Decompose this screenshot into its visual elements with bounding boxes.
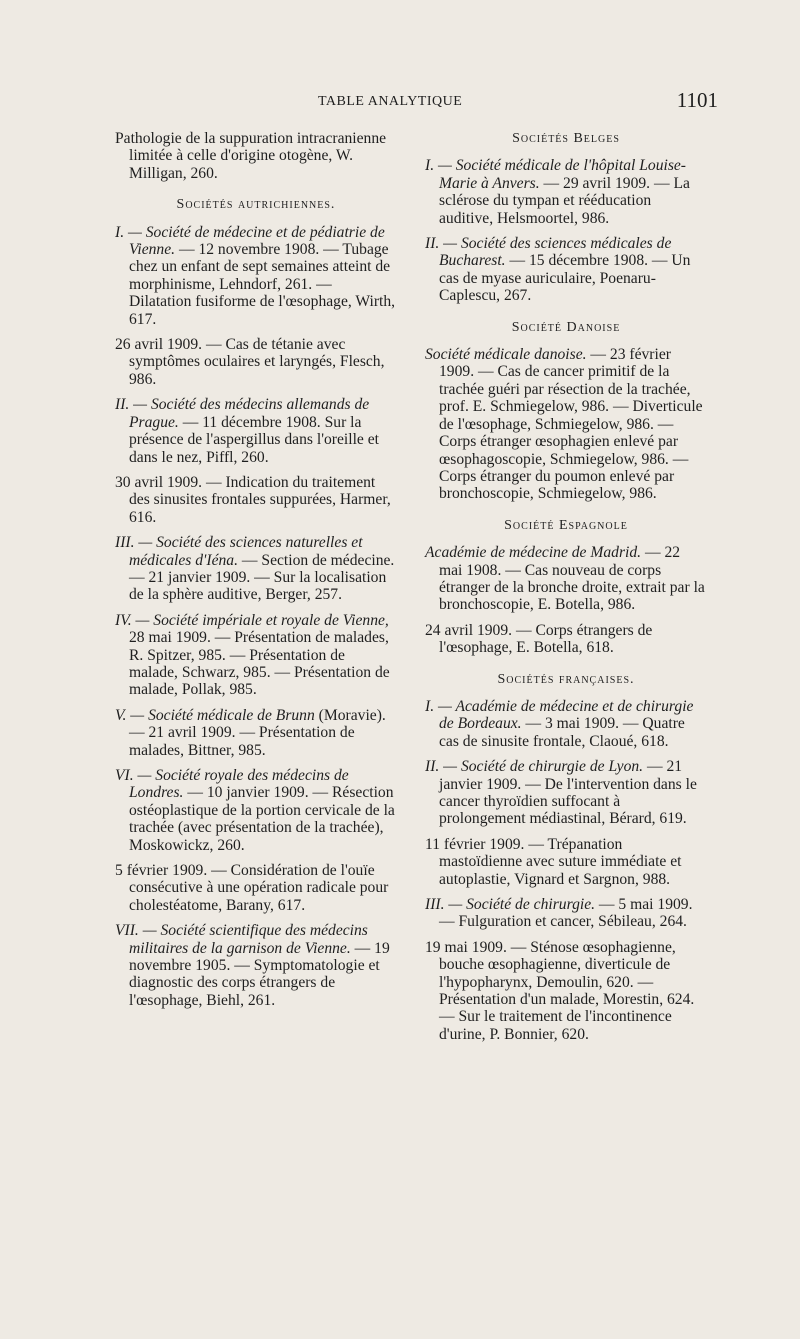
entry-text: — 5 mai 1909. — Fulguration et cancer, Sébileau, 264. — [439, 896, 693, 931]
index-entry — [115, 224, 397, 328]
society-name: Académie de médecine de Madrid. — [425, 544, 642, 562]
index-entry — [115, 707, 397, 759]
entry-text: — Section de médecine. — 21 janvier 1909. — Sur la localisation de la sphère auditive, Berger, 257. — [129, 551, 395, 604]
index-entry — [425, 758, 707, 828]
running-header — [0, 88, 800, 118]
index-entry — [425, 896, 707, 931]
index-entry: 26 avril 1909. — Cas de tétanie avec symptômes oculaires et laryngés, Flesch, 986. — [115, 336, 385, 388]
index-entry — [425, 698, 707, 750]
entry-text: — 15 décembre 1908. — Un cas de myase auriculaire, Poenaru-Caplescu, 267. — [439, 252, 691, 305]
index-entry — [115, 612, 397, 699]
index-entry — [115, 922, 397, 1009]
society-name: II. — Société des médecins allemands de Prague. — [115, 396, 370, 431]
index-entry — [425, 544, 707, 614]
right-column — [425, 130, 707, 1051]
index-entry: Pathologie de la suppuration intracranienne limitée à celle d'origine otogène, W. Milligan, 260. — [115, 130, 387, 182]
page-number: 1101 — [676, 88, 718, 112]
entry-text: 28 mai 1909. — Présentation de malades, R. Spitzer, 985. — Présentation de malade, Schwarz, 985. — Présentation de malade, Pollak, 985. — [129, 629, 390, 699]
society-name: III. — Société de chirurgie. — [425, 896, 596, 914]
society-name: IV. — Société impériale et royale de Vienne, — [115, 611, 389, 629]
society-name: I. — Société médicale de l'hôpital Louise-Marie à Anvers. — [425, 157, 687, 192]
society-name: VI. — Société royale des médecins de Londres. — [115, 767, 349, 802]
section-heading: Société Espagnole — [504, 517, 628, 533]
index-entry — [115, 396, 397, 466]
society-name: I. — Académie de médecine et de chirurgie de Bordeaux. — [425, 697, 694, 733]
running-title: TABLE ANALYTIQUE — [318, 94, 463, 109]
section-heading: Sociétés françaises. — [497, 671, 635, 687]
entry-text: — 11 décembre 1908. Sur la présence de l'aspergillus dans l'oreille et dans le nez, Piffl, 260. — [129, 413, 379, 466]
section-heading: Sociétés Belges — [512, 131, 620, 146]
society-name: Société médicale danoise. — [425, 346, 587, 364]
index-entry: 19 mai 1909. — Sténose œsophagienne, bouche œsophagienne, diverticule de l'hypopharynx, Demoulin, 620. — Présentation d'un malade, Morestin, 624. — Sur le traitement de l'incontinence d'urine, P. Bonnier, 620. — [425, 938, 695, 1043]
society-name: VII. — Société scientifique des médecins militaires de la garnison de Vienne. — [115, 922, 368, 957]
entry-text: — 29 avril 1909. — La sclérose du tympan et rééducation auditive, Helsmoortel, 986. — [439, 174, 690, 227]
index-entry — [115, 534, 397, 604]
entry-text: — 21 janvier 1909. — De l'intervention dans le cancer thyroïdien suffocant à prolongement médiastinal, Bérard, 619. — [439, 758, 697, 828]
entry-text: (Moravie). — 21 avril 1909. — Présentation de malades, Bittner, 985. — [129, 706, 386, 759]
entry-text: — 3 mai 1909. — Quatre cas de sinusite frontale, Claoué, 618. — [439, 715, 685, 750]
society-name: V. — Société médicale de Brunn — [115, 706, 315, 724]
section-heading: Société Danoise — [511, 319, 621, 335]
entry-text: — 10 janvier 1909. — Résection ostéoplastique de la portion cervicale de la trachée (avec présentation de la trachée), Moskowickz, 260. — [129, 784, 395, 854]
entry-text: — 12 novembre 1908. — Tubage chez un enfant de sept semaines atteint de morphinisme, Lehndorf, 261. — Dilatation fusiforme de l'œsophage, Wirth, 617. — [129, 241, 396, 328]
index-entry — [425, 157, 707, 227]
society-name: III. — Société des sciences naturelles et médicales d'Iéna. — [115, 534, 363, 569]
index-entry — [115, 767, 397, 854]
index-entry — [425, 346, 707, 503]
entry-text: — 19 novembre 1905. — Symptomatologie et diagnostic des corps étrangers de l'œsophage, Biehl, 261. — [129, 939, 390, 1009]
index-entry: 5 février 1909. — Considération de l'ouïe consécutive à une opération radicale pour cholestéatome, Barany, 617. — [115, 862, 389, 914]
index-entry — [425, 235, 707, 305]
society-name: I. — Société de médecine et de pédiatrie de Vienne. — [115, 223, 385, 259]
index-entry: 30 avril 1909. — Indication du traitement des sinusites frontales suppurées, Harmer, 616. — [115, 473, 391, 526]
society-name: II. — Société de chirurgie de Lyon. — [425, 758, 644, 776]
entry-text: — 22 mai 1908. — Cas nouveau de corps étranger de la bronche droite, extrait par la bronchoscopie, E. Botella, 986. — [439, 544, 705, 614]
entry-text: — 23 février 1909. — Cas de cancer primitif de la trachée guéri par résection de la trachée, prof. E. Schmiegelow, 986. — Diverticule de l'œsophage, Schmiegelow, 986. — Corps étranger œsophagien enlevé par œsophagoscopie, Schmiegelow, 986. — Corps étranger du poumon enlevé par bronchoscopie, Schmiegelow, 986. — [439, 346, 703, 503]
left-column — [115, 130, 397, 1017]
index-entry: 11 février 1909. — Trépanation mastoïdienne avec suture immédiate et autoplastie, Vignard et Sargnon, 988. — [425, 835, 682, 888]
index-entry: 24 avril 1909. — Corps étrangers de l'œsophage, E. Botella, 618. — [425, 621, 653, 657]
society-name: II. — Société des sciences médicales de Bucharest. — [425, 235, 672, 270]
section-heading: Sociétés autrichiennes. — [176, 197, 336, 213]
